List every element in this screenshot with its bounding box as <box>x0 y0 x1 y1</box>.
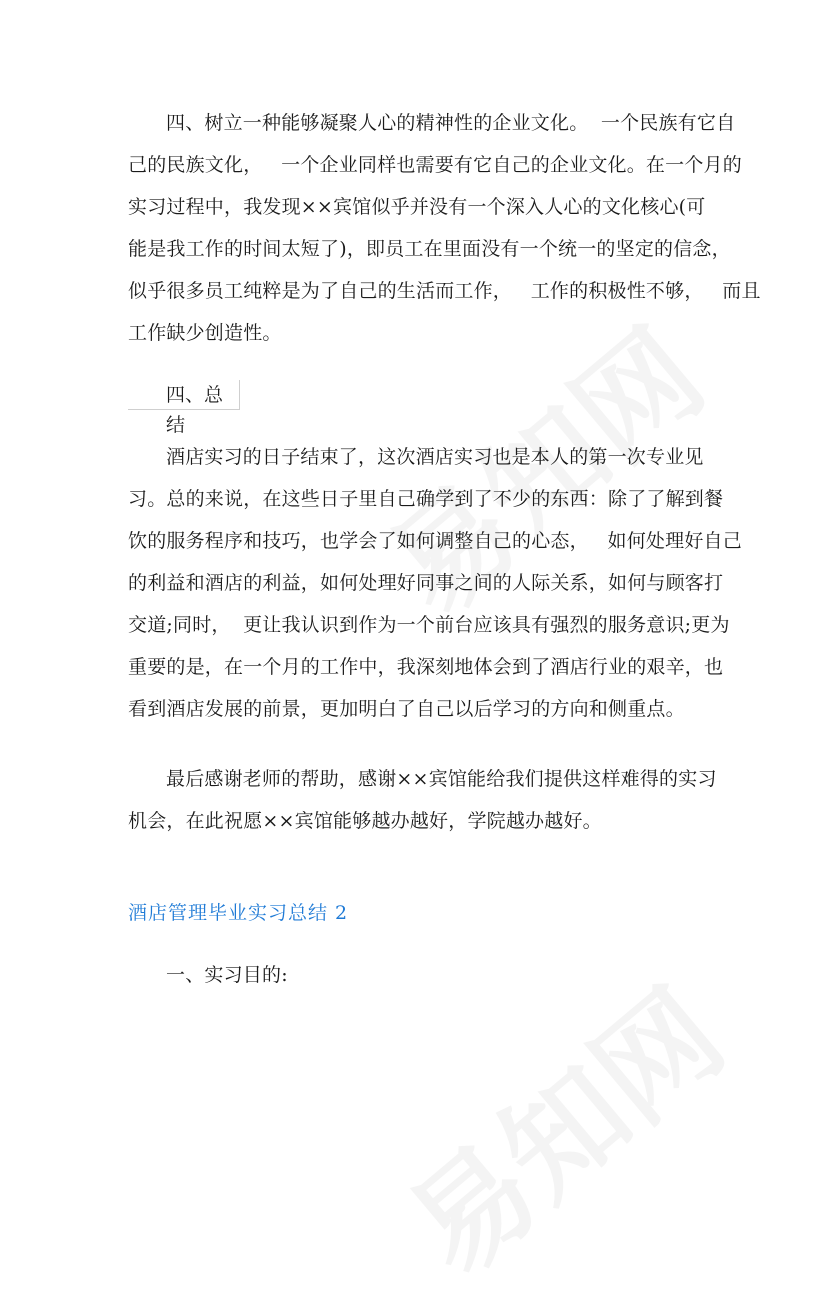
article2-title[interactable]: 酒店管理毕业实习总结 2 <box>128 902 349 924</box>
paragraph-line: 重要的是，在一个月的工作中，我深刻地体会到了酒店行业的艰辛，也 <box>128 656 724 678</box>
article2-first-heading-block <box>128 954 700 996</box>
paragraph-line: 工作缺少创造性。 <box>128 322 282 344</box>
paragraph-line: 的利益和酒店的利益，如何处理好同事之间的人际关系，如何与顾客打 <box>128 572 724 594</box>
paragraph-line: 似乎很多员工纯粹是为了自己的生活而工作， 工作的积极性不够， 而且 <box>128 280 761 302</box>
paragraph-line: 习。总的来说，在这些日子里自己确学到了不少的东西：除了了解到餐 <box>128 488 724 510</box>
paragraph-line: 酒店实习的日子结束了，这次酒店实习也是本人的第一次专业见 <box>166 446 704 468</box>
paragraph-line: 能是我工作的时间太短了)，即员工在里面没有一个统一的坚定的信念， <box>128 238 731 260</box>
thanks-paragraph <box>128 758 717 842</box>
paragraph-line: 实习过程中，我发现××宾馆似乎并没有一个深入人心的文化核心(可 <box>128 196 706 218</box>
paragraph-line: 己的民族文化， 一个企业同样也需要有它自己的企业文化。在一个月的 <box>128 154 742 176</box>
article2-first-heading: 一、实习目的: <box>166 964 288 986</box>
summary-paragraph <box>128 436 742 730</box>
watermark-bottom <box>367 944 753 1307</box>
paragraph-line: 四、树立一种能够凝聚人心的精神性的企业文化。 一个民族有它自 <box>166 112 736 134</box>
paragraph-line: 机会，在此祝愿××宾馆能够越办越好，学院越办越好。 <box>128 810 602 832</box>
paragraph-line: 饮的服务程序和技巧，也学会了如何调整自己的心态， 如何处理好自己 <box>128 530 742 552</box>
paragraph-line: 看到酒店发展的前景，更加明白了自己以后学习的方向和侧重点。 <box>128 698 685 720</box>
summary-heading: 四、总结 <box>128 380 240 410</box>
paragraph-line: 最后感谢老师的帮助，感谢××宾馆能给我们提供这样难得的实习 <box>166 768 717 790</box>
section4-paragraph <box>128 102 761 354</box>
paragraph-line: 交道;同时， 更让我认识到作为一个前台应该具有强烈的服务意识;更为 <box>128 614 730 636</box>
